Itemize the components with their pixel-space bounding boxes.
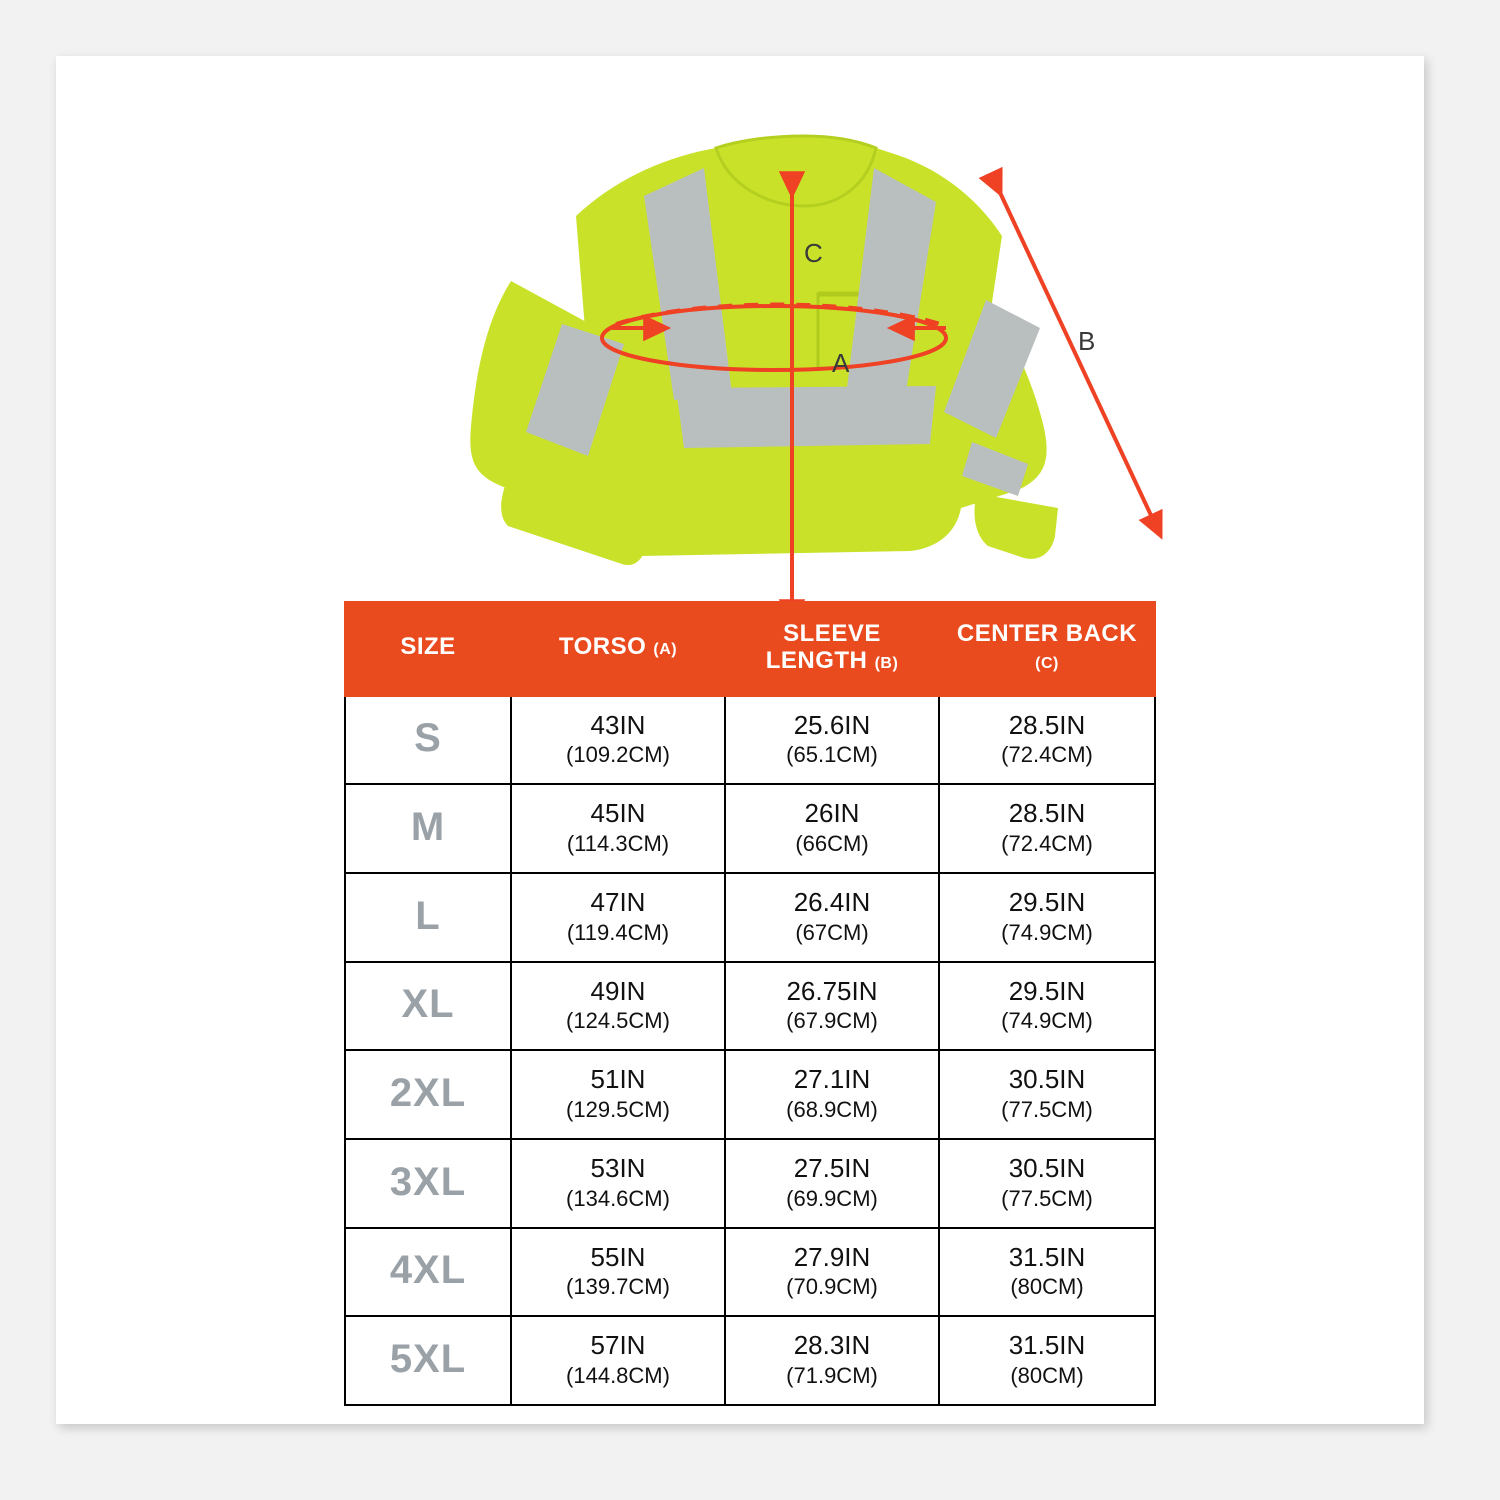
- cell-size: 2XL: [345, 1050, 511, 1139]
- table-body: [345, 696, 1155, 1405]
- cell-size: XL: [345, 962, 511, 1051]
- shirt-graphic: [470, 136, 1058, 565]
- column-header-center-back: CENTER BACK (C): [939, 602, 1155, 696]
- cell-torso: 45IN (114.3CM): [511, 784, 725, 873]
- table-row: [345, 873, 1155, 962]
- table-row: [345, 784, 1155, 873]
- table-row: [345, 962, 1155, 1051]
- cell-torso: 51IN (129.5CM): [511, 1050, 725, 1139]
- column-header-sleeve-ref: (B): [874, 654, 899, 672]
- cell-size: 4XL: [345, 1228, 511, 1317]
- table-header: [345, 602, 1155, 696]
- cell-size: L: [345, 873, 511, 962]
- cell-center-back: 30.5IN (77.5CM): [939, 1050, 1155, 1139]
- table-row: [345, 1316, 1155, 1405]
- cell-center-back: 29.5IN (74.9CM): [939, 962, 1155, 1051]
- cell-sleeve: 26.75IN (67.9CM): [725, 962, 939, 1051]
- cell-sleeve: 28.3IN (71.9CM): [725, 1316, 939, 1405]
- cell-torso: 55IN (139.7CM): [511, 1228, 725, 1317]
- size-chart-card: [56, 56, 1424, 1424]
- garment-illustration: [56, 56, 1424, 616]
- cell-sleeve: 27.1IN (68.9CM): [725, 1050, 939, 1139]
- cell-sleeve: 25.6IN (65.1CM): [725, 696, 939, 785]
- column-header-sleeve-length: SLEEVE LENGTH (B): [725, 602, 939, 696]
- cell-sleeve: 26.4IN (67CM): [725, 873, 939, 962]
- table-row: [345, 1139, 1155, 1228]
- table-row: [345, 696, 1155, 785]
- label-center-back: C: [804, 238, 823, 268]
- cell-size: M: [345, 784, 511, 873]
- table-header-row: [345, 602, 1155, 696]
- cell-size: 3XL: [345, 1139, 511, 1228]
- column-header-torso-ref: (A): [653, 641, 678, 659]
- label-sleeve: B: [1078, 326, 1096, 356]
- column-header-torso: TORSO (A): [511, 602, 725, 696]
- column-header-size: SIZE: [345, 602, 511, 696]
- cell-torso: 43IN (109.2CM): [511, 696, 725, 785]
- cell-center-back: 29.5IN (74.9CM): [939, 873, 1155, 962]
- table-row: [345, 1050, 1155, 1139]
- cell-torso: 57IN (144.8CM): [511, 1316, 725, 1405]
- cell-sleeve: 27.5IN (69.9CM): [725, 1139, 939, 1228]
- size-chart-table: [344, 601, 1156, 1406]
- cell-sleeve: 27.9IN (70.9CM): [725, 1228, 939, 1317]
- cell-center-back: 30.5IN (77.5CM): [939, 1139, 1155, 1228]
- cell-torso: 53IN (134.6CM): [511, 1139, 725, 1228]
- cell-torso: 47IN (119.4CM): [511, 873, 725, 962]
- label-torso: A: [832, 348, 850, 378]
- table-row: [345, 1228, 1155, 1317]
- cell-torso: 49IN (124.5CM): [511, 962, 725, 1051]
- column-header-center-ref: (C): [1035, 654, 1059, 672]
- cell-size: S: [345, 696, 511, 785]
- cell-center-back: 31.5IN (80CM): [939, 1228, 1155, 1317]
- cell-sleeve: 26IN (66CM): [725, 784, 939, 873]
- cell-center-back: 31.5IN (80CM): [939, 1316, 1155, 1405]
- cell-center-back: 28.5IN (72.4CM): [939, 784, 1155, 873]
- cell-size: 5XL: [345, 1316, 511, 1405]
- cell-center-back: 28.5IN (72.4CM): [939, 696, 1155, 785]
